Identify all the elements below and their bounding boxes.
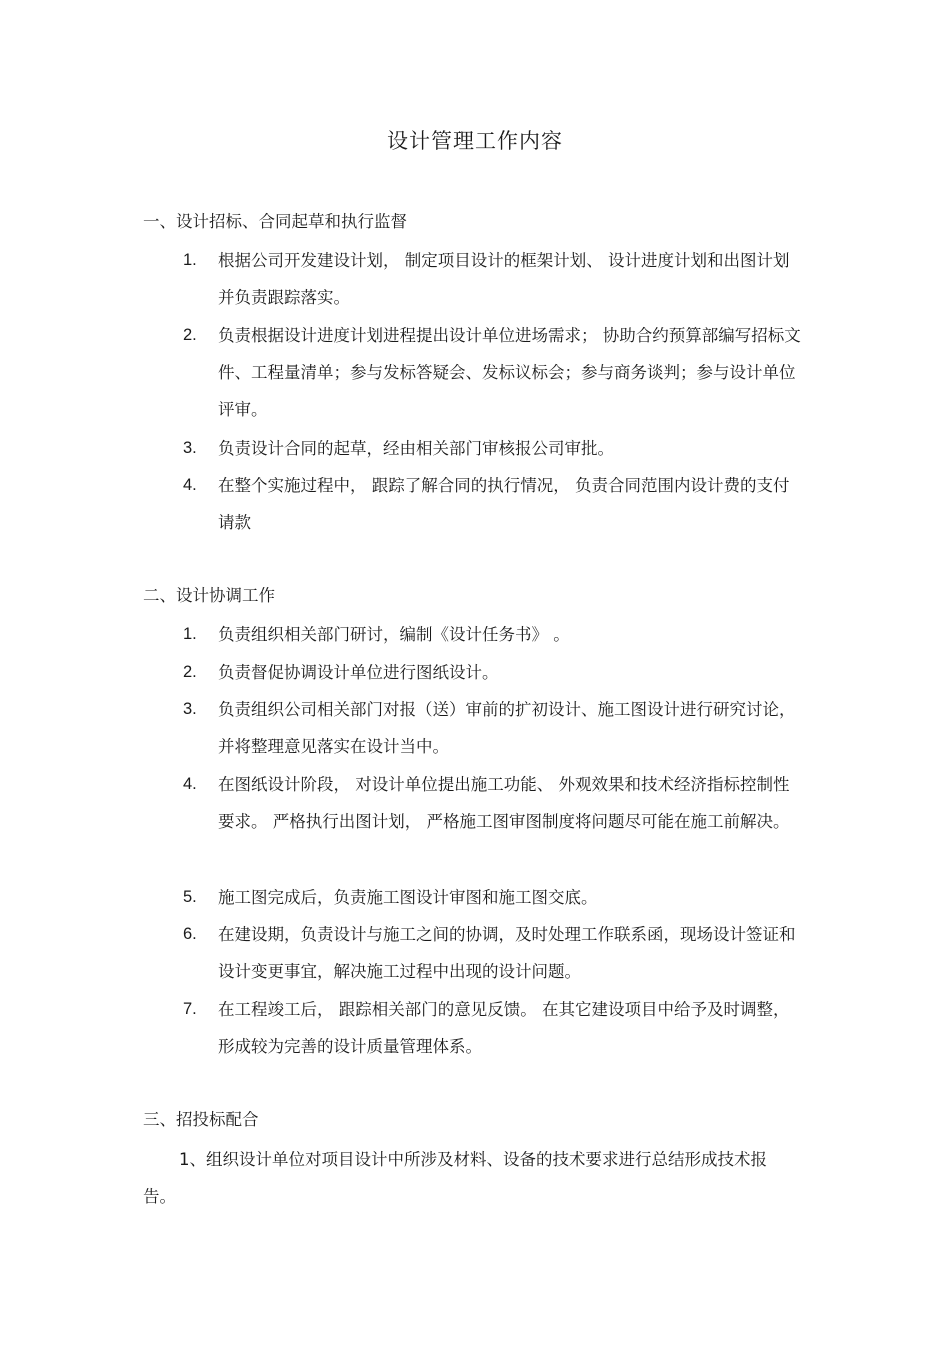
list-item — [183, 916, 803, 990]
item-number: 6. — [183, 925, 197, 943]
item-text: 负责督促协调设计单位进行图纸设计。 — [218, 663, 499, 682]
section-heading-1: 一、设计招标、合同起草和执行监督 — [143, 212, 407, 231]
item-text: 在工程竣工后， 跟踪相关部门的意见反馈。 在其它建设项目中给予及时调整，形成较为完善的设计质量管理体系。 — [218, 1000, 790, 1056]
item-number: 3. — [183, 439, 197, 457]
list-item — [183, 691, 803, 765]
item-number: 5. — [183, 888, 197, 906]
item-text: 负责根据设计进度计划进程提出设计单位进场需求； 协助合约预算部编写招标文件、工程量清单；参与发标答疑会、发标议标会；参与商务谈判；参与设计单位评审。 — [218, 326, 801, 419]
item-number: 1. — [183, 251, 197, 269]
section-heading-2: 二、设计协调工作 — [143, 586, 275, 605]
item-text: 在建设期，负责设计与施工之间的协调，及时处理工作联系函，现场设计签证和设计变更事宜，解决施工过程中出现的设计问题。 — [218, 925, 796, 981]
list-item — [183, 654, 803, 691]
item-text: 施工图完成后，负责施工图设计审图和施工图交底。 — [218, 888, 598, 907]
list-item — [183, 616, 803, 653]
item-number: 1. — [183, 625, 197, 643]
paragraph: 1、组织设计单位对项目设计中所涉及材料、设备的技术要求进行总结形成技术报告。 — [143, 1150, 767, 1206]
item-number: 4. — [183, 775, 197, 793]
list-item — [183, 317, 803, 428]
list-item — [183, 879, 803, 916]
list-item — [183, 766, 803, 840]
section-heading-3: 三、招投标配合 — [143, 1110, 259, 1129]
item-number: 4. — [183, 476, 197, 494]
document-title: 设计管理工作内容 — [387, 129, 563, 153]
item-text: 在整个实施过程中， 跟踪了解合同的执行情况， 负责合同范围内设计费的支付请款 — [218, 476, 790, 532]
item-number: 3. — [183, 700, 197, 718]
item-text: 在图纸设计阶段， 对设计单位提出施工功能、 外观效果和技术经济指标控制性要求。 严格执行出图计划， 严格施工图审图制度将问题尽可能在施工前解决。 — [218, 775, 790, 831]
item-text: 负责设计合同的起草，经由相关部门审核报公司审批。 — [218, 439, 614, 458]
list-item — [183, 991, 803, 1065]
list-item — [183, 467, 803, 541]
item-text: 负责组织公司相关部门对报（送）审前的扩初设计、施工图设计进行研究讨论，并将整理意见落实在设计当中。 — [218, 700, 796, 756]
item-number: 2. — [183, 326, 197, 344]
list-item — [183, 242, 803, 316]
item-number: 7. — [183, 1000, 197, 1018]
item-text: 根据公司开发建设计划， 制定项目设计的框架计划、 设计进度计划和出图计划并负责跟踪落实。 — [218, 251, 790, 307]
item-text: 负责组织相关部门研讨，编制《设计任务书》 。 — [218, 625, 570, 644]
list-item — [183, 430, 803, 467]
item-number: 2. — [183, 663, 197, 681]
